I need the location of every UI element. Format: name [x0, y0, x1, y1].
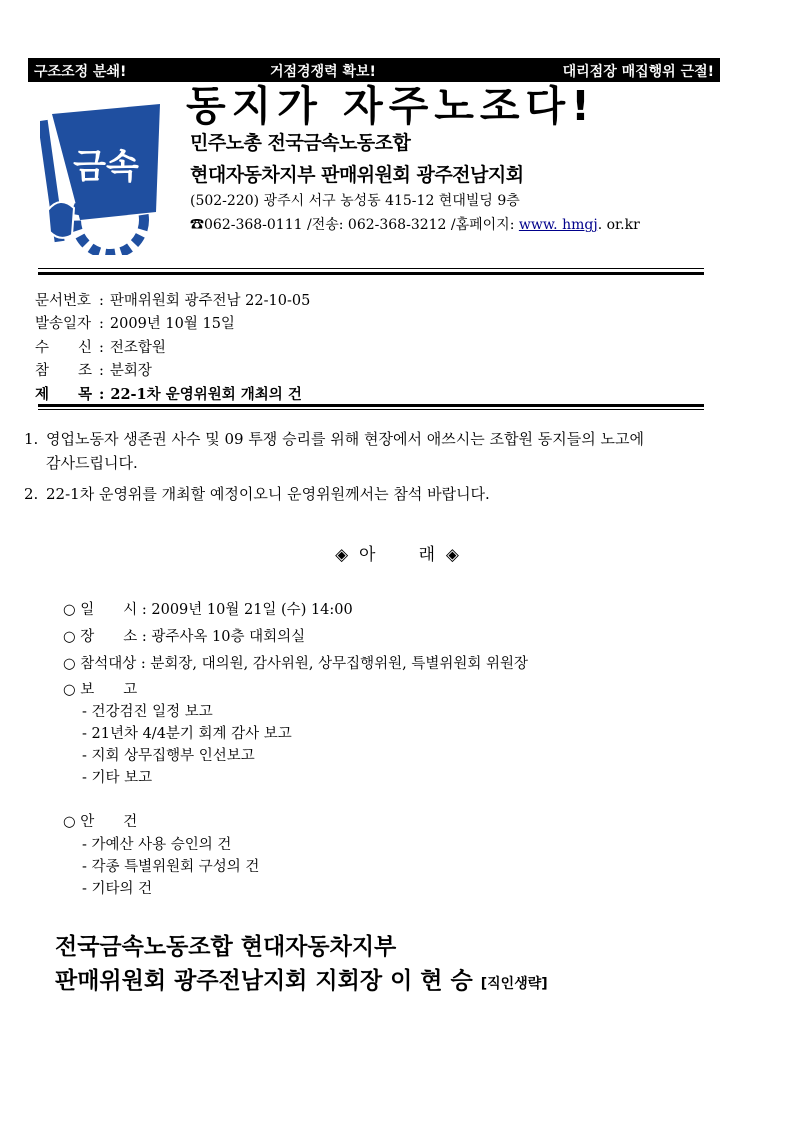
meta-key: 문서번호 [35, 293, 92, 309]
seal-omitted-note: [직인생략] [480, 976, 548, 992]
slogan-right: 대리점장 매집행위 근절! [562, 64, 714, 80]
org-name-line1: 민주노총 전국금속노동조합 [190, 132, 411, 154]
meta-subject: 제 목 : 22-1차 운영위원회 개최의 건 [35, 383, 302, 404]
paragraph-1 [24, 427, 714, 475]
signature-name: 판매위원회 광주전남지회 지회장 이 현 승 [55, 968, 481, 994]
paragraph-text: 감사드립니다. [46, 454, 138, 472]
signature-line2 [55, 962, 548, 995]
section-title: ◈ 아 래 ◈ [335, 545, 459, 565]
slogan-left: 구조조정 분쇄! [34, 64, 127, 80]
slogan-bar [28, 58, 720, 82]
paragraph-number: 2. [24, 485, 39, 503]
item-attendees: ○ 참석대상 : 분회장, 대의원, 감사위원, 상무집행위원, 특별위원회 위원장 [63, 656, 529, 672]
paragraph-text: 22-1차 운영위를 개최할 예정이오니 운영위원께서는 참석 바랍니다. [46, 485, 490, 503]
item-report-heading: ○ 보 고 [63, 682, 138, 698]
agenda-item: - 기타의 건 [82, 881, 153, 897]
paragraph-2 [24, 482, 714, 506]
meta-value: 2009년 10월 15일 [109, 316, 235, 332]
report-item: - 건강검진 일정 보고 [82, 704, 213, 720]
meta-value: 분회장 [109, 363, 152, 379]
agenda-item: - 가예산 사용 승인의 건 [82, 837, 232, 853]
meta-key: 참 조 [35, 363, 93, 379]
header-rule-thin [38, 268, 704, 269]
signature-line1: 전국금속노동조합 현대자동차지부 [55, 934, 397, 960]
item-agenda-heading: ○ 안 건 [63, 814, 138, 830]
meta-recipient: 수 신 : 전조합원 [35, 336, 166, 357]
org-address: (502-220) 광주시 서구 농성동 415-12 현대빌딩 9층 [190, 193, 520, 209]
meta-value: 22-1차 운영위원회 개최의 건 [110, 386, 302, 403]
report-item: - 지회 상무집행부 인선보고 [82, 748, 255, 764]
agenda-item: - 각종 특별위원회 구성의 건 [82, 859, 260, 875]
meta-reference: 참 조 : 분회장 [35, 359, 152, 380]
meta-key: 발송일자 [35, 316, 92, 332]
meta-rule-thin [38, 409, 704, 410]
meta-value: 전조합원 [109, 340, 166, 356]
meta-send-date: 발송일자 : 2009년 10월 15일 [35, 312, 235, 333]
logo-text: 금속 [73, 147, 139, 187]
headline: 동지가 자주노조다! [186, 82, 596, 130]
report-item: - 기타 보고 [82, 770, 153, 786]
meta-doc-number: 문서번호 : 판매위원회 광주전남 22-10-05 [35, 289, 310, 310]
meta-rule-thick [38, 404, 704, 407]
paragraph-number: 1. [24, 430, 39, 448]
org-contact [190, 214, 640, 234]
contact-phone-fax: ☎062-368-0111 /전송: 062-368-3212 /홈페이지: [190, 217, 519, 233]
meta-key: 수 신 [35, 340, 93, 356]
union-logo [40, 100, 168, 255]
slogan-center: 거점경쟁력 확보! [270, 64, 376, 80]
homepage-link[interactable]: www. hmgj [518, 217, 598, 233]
paragraph-text: 영업노동자 생존권 사수 및 09 투쟁 승리를 위해 현장에서 애쓰시는 조합원 동지들의 노고에 [46, 430, 644, 448]
header-rule-thick [38, 272, 704, 275]
org-name-line2: 현대자동차지부 판매위원회 광주전남지회 [190, 164, 524, 186]
contact-url-suffix: . or.kr [597, 217, 640, 233]
report-item: - 21년차 4/4분기 회계 감사 보고 [82, 726, 292, 742]
item-place: ○ 장 소 : 광주사옥 10층 대회의실 [63, 629, 306, 645]
metal-union-flag-icon [40, 100, 168, 255]
meta-value: 판매위원회 광주전남 22-10-05 [109, 293, 311, 309]
meta-key: 제 목 [35, 386, 93, 403]
item-date: ○ 일 시 : 2009년 10월 21일 (수) 14:00 [63, 602, 353, 618]
